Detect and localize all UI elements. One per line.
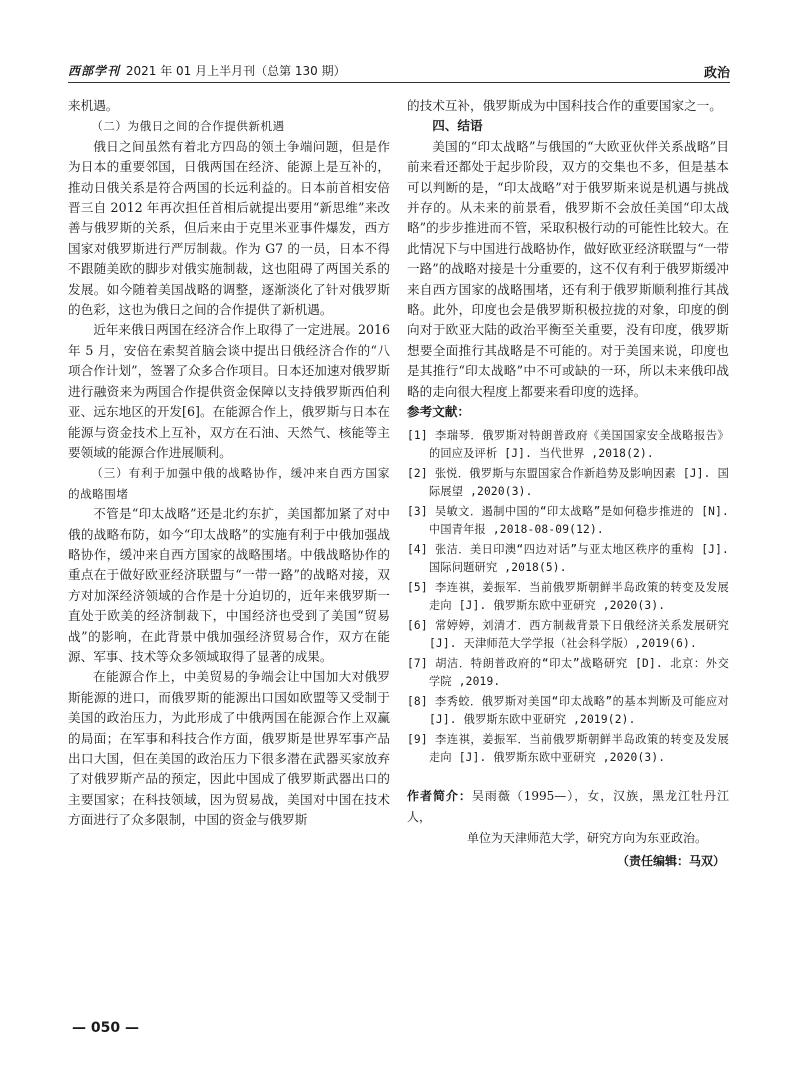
references-title: 参考文献： bbox=[407, 404, 470, 420]
author-bio bbox=[407, 786, 729, 849]
reference-item: [6] 常婷婷，刘清才．西方制裁背景下日俄经济关系发展研究 [J]. 天津师范大学学报（社会科学版）,2019(6). bbox=[407, 618, 729, 650]
editor-credit: （责任编辑：马双） bbox=[616, 853, 725, 868]
section-heading: （三）有利于加强中俄的战略协作，缓冲来自西方国家的战略围堵 bbox=[68, 466, 390, 501]
author-line2: 单位为天津师范大学，研究方向为东亚政治。 bbox=[467, 830, 708, 845]
section-heading: 四、结语 bbox=[432, 118, 483, 134]
body-paragraph: 不管是“印太战略”还是北约东扩，美国都加紧了对中俄的战略布防，如今“印太战略”的实施有利于中俄加强战略协作，缓冲来自西方国家的战略围堵。中俄战略协作的重点在于做好欧亚经济联盟与“一带一路”的战略对接，双方对加深经济领域的合作是十分迫切的，近年来俄罗斯一直处于欧美的经济制裁下，中国经济也受到了美国“贸易战”的影响，在此背景中俄加强经济贸易合作，双方在能源、军事、技术等众多领域取得了显著的成果。 bbox=[68, 506, 390, 664]
issue-info: 2021 年 01 月上半月刊（总第 130 期） bbox=[125, 64, 346, 78]
reference-item: [9] 李连祺，姜振军．当前俄罗斯朝鲜半岛政策的转变及发展走向 [J]. 俄罗斯东欧中亚研究 ,2020(3). bbox=[407, 732, 729, 764]
references-list bbox=[407, 427, 729, 768]
journal-logo: 西部学刊 bbox=[68, 64, 121, 78]
reference-item: [5] 李连祺，姜振军．当前俄罗斯朝鲜半岛政策的转变及发展走向 [J]. 俄罗斯东欧中亚研究 ,2020(3). bbox=[407, 580, 729, 612]
reference-item: [3] 吴敏文．遏制中国的“印太战略”是如何稳步推进的 [N]. 中国青年报 ,2018-08-09(12). bbox=[407, 504, 729, 536]
author-label: 作者简介： bbox=[407, 788, 472, 803]
conclusion-body bbox=[407, 96, 729, 402]
body-paragraph: 在能源合作上，中美贸易的争端会让中国加大对俄罗斯能源的进口，而俄罗斯的能源出口国如欧盟等又受制于美国的政治压力，为此形成了中俄两国在能源合作上双赢的局面；在军事和科技合作方面，俄罗斯是世界军事产品出口大国，但在美国的政治压力下很多潜在武器买家放弃了对俄罗斯产品的预定，因此中国成了俄罗斯武器出口的主要国家；在科技领域，因为贸易战，美国对中国在技术方面进行了众多限制，中国的资金与俄罗斯 bbox=[68, 669, 390, 828]
body-paragraph: 俄日之间虽然有着北方四岛的领土争端问题，但是作为日本的重要邻国，日俄两国在经济、能源上是互补的，推动日俄关系是符合两国的长远利益的。日本前首相安倍晋三自 2012 年再次担任首相后就提出要用“新思维”来改善与俄罗斯的关系，但后来由于克里米亚事件爆发，西方国家对俄罗斯进行严厉制裁。作为 G7 的一员，日本不得不跟随美欧的脚步对俄实施制裁，这也阻碍了两国关系的发展。如今随着美国战略的调整，逐渐淡化了针对俄罗斯的色彩，这也为俄日之间的合作提供了新机遇。 bbox=[68, 138, 390, 318]
section-heading: （二）为俄日之间的合作提供新机遇 bbox=[91, 119, 285, 134]
body-paragraph: 近年来俄日两国在经济合作上取得了一定进展。2016 年 5 月，安倍在索契首脑会谈中提出日俄经济合作的“八项合作计划”，签署了众多合作项目。日本还加速对俄罗斯进行融资来为两国合作提供资金保障以支持俄罗斯西伯利亚、远东地区的开发[6]。在能源合作上，俄罗斯与日本在能源与资金技术上互补，双方在石油、天然气、核能等主要领域的能源合作进展顺利。 bbox=[68, 322, 390, 460]
journal-info bbox=[68, 62, 346, 79]
paragraph-continuation: 来机遇。 bbox=[68, 98, 119, 113]
reference-item: [2] 张悦．俄罗斯与东盟国家合作新趋势及影响因素 [J]. 国际展望 ,2020(3). bbox=[407, 466, 729, 498]
right-column bbox=[407, 96, 729, 871]
reference-item: [4] 张洁．美日印澳“四边对话”与亚太地区秩序的重构 [J]. 国际问题研究 ,2018(5). bbox=[407, 542, 729, 574]
reference-item: [1] 李瑞琴．俄罗斯对特朗普政府《美国国家安全战略报告》的回应及评析 [J]. 当代世界 ,2018(2). bbox=[407, 428, 729, 460]
body-paragraph: 美国的“印太战略”与俄国的“大欧亚伙伴关系战略”目前来看还都处于起步阶段，双方的交集也不多，但是基本可以判断的是，“印太战略”对于俄罗斯来说是机遇与挑战并存的。从未来的前景看，俄罗斯不会放任美国“印太战略”的步步推进而不管，采取积极行动的可能性比较大。在此情况下与中国进行战略协作，做好欧亚经济联盟与“一带一路”的战略对接是十分重要的，这不仅有利于俄罗斯缓冲来自西方国家的战略围堵，还有利于俄罗斯顺利推行其战略。此外，印度也会是俄罗斯积极拉拢的对象，印度的倒向对于欧亚大陆的政治平衡至关重要，没有印度，俄罗斯想要全面推行其战略是不可能的。对于美国来说，印度也是其推行“印太战略”中不可或缺的一环，所以未来俄印战略的走向很大程度上都要来看印度的选择。 bbox=[407, 138, 729, 399]
paragraph-continuation: 的技术互补，俄罗斯成为中国科技合作的重要国家之一。 bbox=[407, 98, 722, 113]
page-number: — 050 — bbox=[72, 1020, 139, 1036]
reference-item: [8] 李秀蛟．俄罗斯对美国“印太战略”的基本判断及可能应对 [J]. 俄罗斯东欧中亚研究 ,2019(2). bbox=[407, 694, 729, 726]
page-header bbox=[68, 60, 730, 83]
reference-item: [7] 胡洁．特朗普政府的“印太”战略研究 [D]. 北京：外交学院 ,2019. bbox=[407, 656, 729, 688]
left-column bbox=[68, 96, 390, 831]
section-label: 政治 bbox=[703, 66, 730, 81]
author-line1: 吴雨薇（1995—），女，汉族，黑龙江牡丹江人， bbox=[407, 788, 729, 824]
